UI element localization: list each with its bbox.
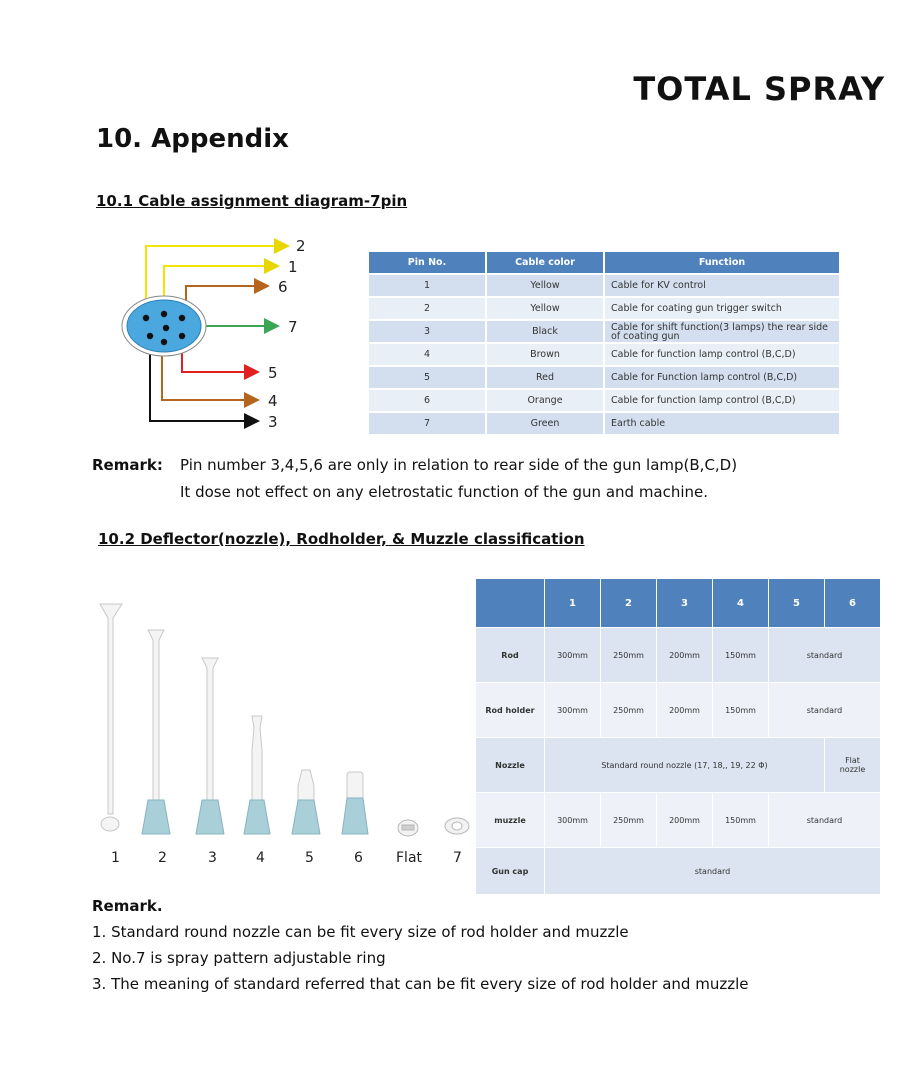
wire-label-3: 3 xyxy=(268,413,278,431)
nozzle-parts-illustration xyxy=(92,600,472,850)
remark-line-1: Pin number 3,4,5,6 are only in relation to rear side of the gun lamp(B,C,D) xyxy=(180,456,738,474)
col-function: Function xyxy=(605,252,839,273)
part-label-3: 3 xyxy=(208,850,217,866)
wire-label-5: 5 xyxy=(268,364,278,382)
wire-label-7: 7 xyxy=(288,318,298,336)
col-4: 4 xyxy=(713,579,768,627)
section-heading-cable: 10.1 Cable assignment diagram-7pin xyxy=(96,192,408,210)
col-pin-no: Pin No. xyxy=(369,252,485,273)
col-2: 2 xyxy=(601,579,656,627)
table-row: 3 Black Cable for shift function(3 lamps) the rear side of coating gun xyxy=(369,321,839,342)
table-row: 7 Green Earth cable xyxy=(369,413,839,434)
classification-table xyxy=(475,578,881,895)
brand-title: TOTAL SPRAY xyxy=(633,70,885,108)
page-title: 10. Appendix xyxy=(96,124,289,154)
table-row: 5 Red Cable for Function lamp control (B,C,D) xyxy=(369,367,839,388)
remark-item-1: 1. Standard round nozzle can be fit every size of rod holder and muzzle xyxy=(92,923,629,941)
part-label-flat: Flat xyxy=(396,850,423,866)
wire-label-2: 2 xyxy=(296,237,306,255)
table-row: 4 Brown Cable for function lamp control (B,C,D) xyxy=(369,344,839,365)
table-row-nozzle: Nozzle Standard round nozzle (17, 18,, 19, 22 Φ) Flat nozzle xyxy=(476,738,880,792)
remark-line-2: It dose not effect on any eletrostatic function of the gun and machine. xyxy=(180,483,709,501)
col-1: 1 xyxy=(545,579,600,627)
remark-title: Remark. xyxy=(92,897,163,915)
part-label-4: 4 xyxy=(256,850,265,866)
table-row: 6 Orange Cable for function lamp control (B,C,D) xyxy=(369,390,839,411)
table-row: 2 Yellow Cable for coating gun trigger switch xyxy=(369,298,839,319)
col-cable-color: Cable color xyxy=(487,252,603,273)
wire-label-1: 1 xyxy=(288,258,298,276)
part-label-6: 6 xyxy=(354,850,363,866)
wire-label-6: 6 xyxy=(278,278,288,296)
table-row-rod: Rod 300mm 250mm 200mm 150mm standard xyxy=(476,628,880,682)
remark-cable xyxy=(92,452,737,506)
col-3: 3 xyxy=(657,579,712,627)
part-label-5: 5 xyxy=(305,850,314,866)
remark-nozzle xyxy=(92,893,748,997)
remark-label: Remark: xyxy=(92,456,163,474)
remark-item-2: 2. No.7 is spray pattern adjustable ring xyxy=(92,949,386,967)
part-label-1: 1 xyxy=(111,850,120,866)
part-label-2: 2 xyxy=(158,850,167,866)
remark-item-3: 3. The meaning of standard referred that can be fit every size of rod holder and muzzle xyxy=(92,975,749,993)
table-row-muzzle: muzzle 300mm 250mm 200mm 150mm standard xyxy=(476,793,880,847)
table-row-rod-holder: Rod holder 300mm 250mm 200mm 150mm standard xyxy=(476,683,880,737)
section-heading-nozzle: 10.2 Deflector(nozzle), Rodholder, & Muzzle classification xyxy=(98,530,585,548)
col-blank xyxy=(476,579,544,627)
part-label-7: 7 xyxy=(453,850,462,866)
table-row-gun-cap: Gun cap standard xyxy=(476,848,880,894)
wire-label-4: 4 xyxy=(268,392,278,410)
cable-diagram xyxy=(110,232,330,432)
col-5: 5 xyxy=(769,579,824,627)
pin-assignment-table xyxy=(367,250,841,436)
table-row: 1 Yellow Cable for KV control xyxy=(369,275,839,296)
col-6: 6 xyxy=(825,579,880,627)
